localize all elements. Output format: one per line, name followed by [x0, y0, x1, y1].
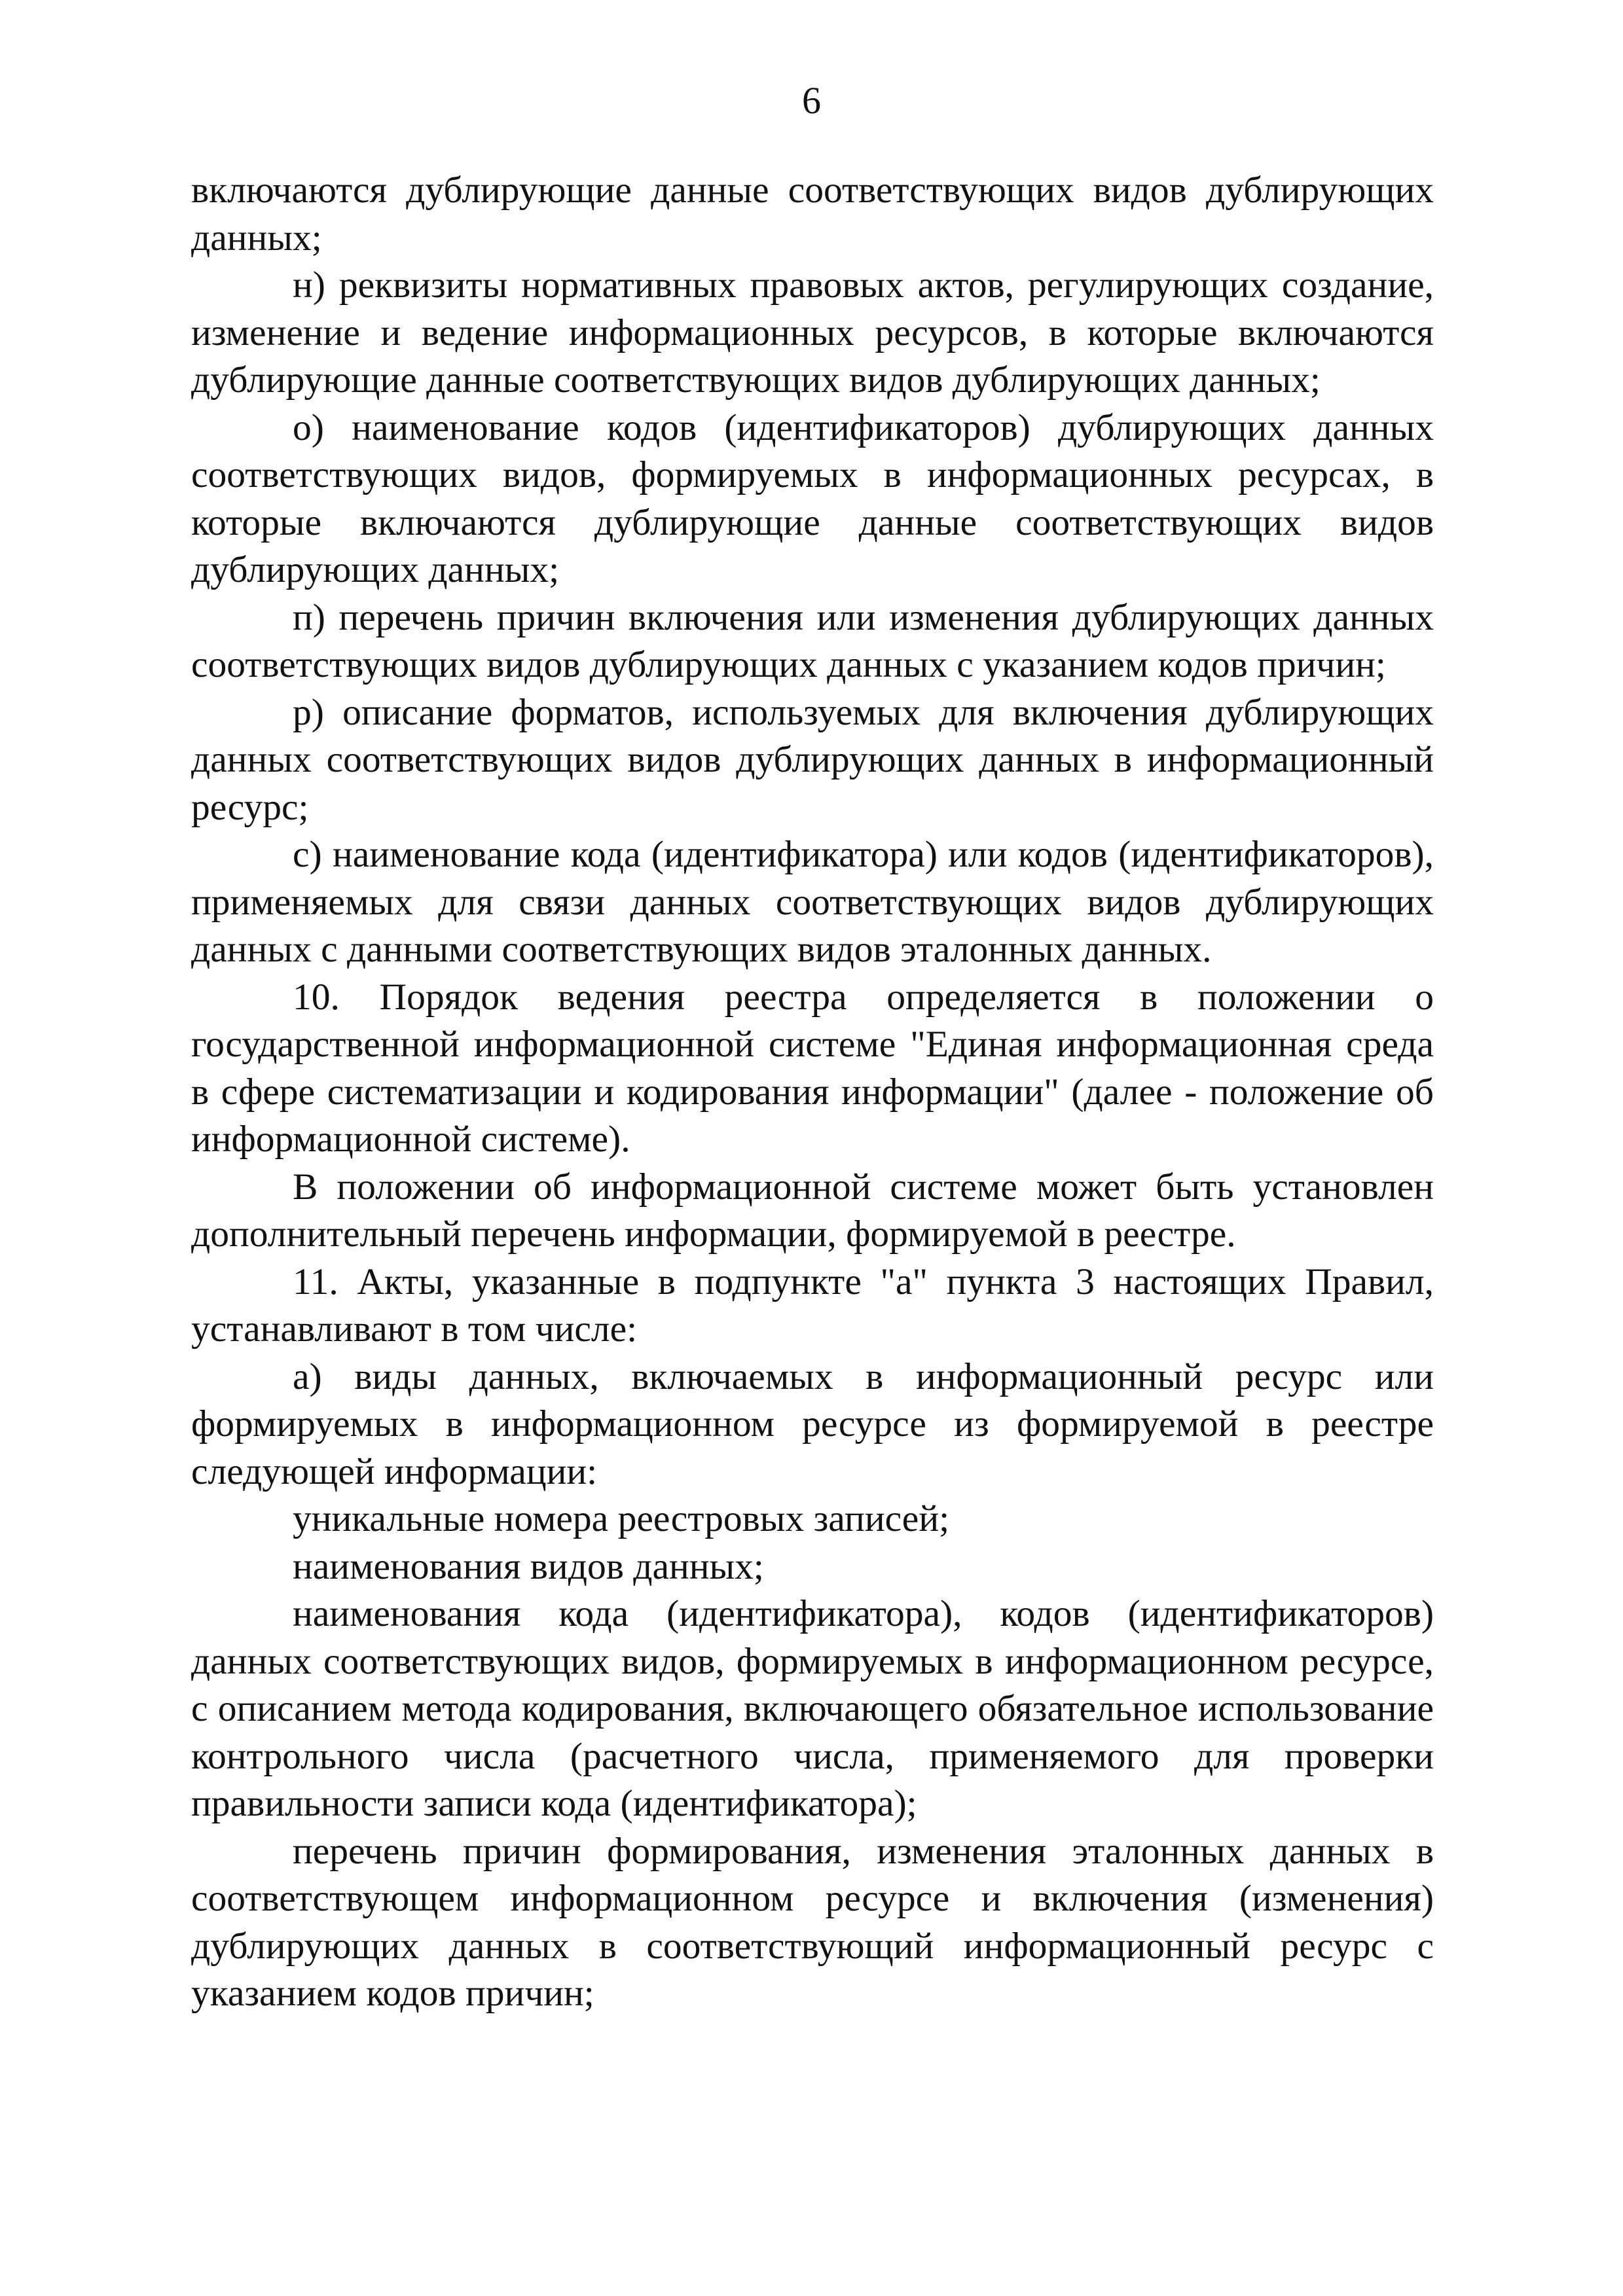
paragraph-list-entry: наименования видов данных;: [293, 1545, 764, 1587]
paragraph-clause-10-addendum: В положении об информационной системе может быть установлен дополнительный перечень информации, формируемой в реестре.: [191, 1166, 1434, 1255]
paragraph-item-p: п) перечень причин включения или изменения дублирующих данных соответствующих видов дублирующих данных с указанием кодов причин;: [191, 596, 1434, 685]
paragraph-list-entry: уникальные номера реестровых записей;: [293, 1498, 950, 1539]
paragraph-item-o: о) наименование кодов (идентификаторов) дублирующих данных соответствующих видов, формируемых в информационных ресурсах, в которые включаются дублирующие данные соответствующих видов дублирующих данных;: [191, 406, 1434, 590]
paragraph-item-r: р) описание форматов, используемых для включения дублирующих данных соответствующих видов дублирующих данных в информационный ресурс;: [191, 691, 1434, 828]
paragraph-clause-11: 11. Акты, указанные в подпункте "а" пункта 3 настоящих Правил, устанавливают в том числе:: [191, 1261, 1434, 1350]
paragraph-item-s: с) наименование кода (идентификатора) или кодов (идентификаторов), применяемых для связи данных соответствующих видов дублирующих данных с данными соответствующих видов эталонных данных.: [191, 834, 1434, 970]
paragraph-continuation: включаются дублирующие данные соответствующих видов дублирующих данных;: [191, 170, 1434, 259]
page-number: 6: [802, 79, 821, 122]
paragraph-item-n: н) реквизиты нормативных правовых актов, регулирующих создание, изменение и ведение информационных ресурсов, в которые включаются дублирующие данные соответствующих видов дублирующих данных;: [191, 264, 1434, 401]
paragraph-list-entry: наименования кода (идентификатора), кодов (идентификаторов) данных соответствующих видов, формируемых в информационном ресурсе, с описанием метода кодирования, включающего обязательное использование контрольного числа (расчетного числа, применяемого для проверки правильности записи кода (идентификатора);: [191, 1593, 1434, 1824]
document-body: [191, 167, 1434, 2018]
paragraph-clause-10: 10. Порядок ведения реестра определяется в положении о государственной информационной системе "Единая информационная среда в сфере систематизации и кодирования информации" (далее - положение об информационной системе).: [191, 976, 1434, 1160]
paragraph-list-entry: перечень причин формирования, изменения эталонных данных в соответствующем информационном ресурсе и включения (изменения) дублирующих данных в соответствующий информационный ресурс с указанием кодов причин;: [191, 1830, 1434, 2014]
paragraph-item-a: а) виды данных, включаемых в информационный ресурс или формируемых в информационном ресурсе из формируемой в реестре следующей информации:: [191, 1355, 1434, 1492]
